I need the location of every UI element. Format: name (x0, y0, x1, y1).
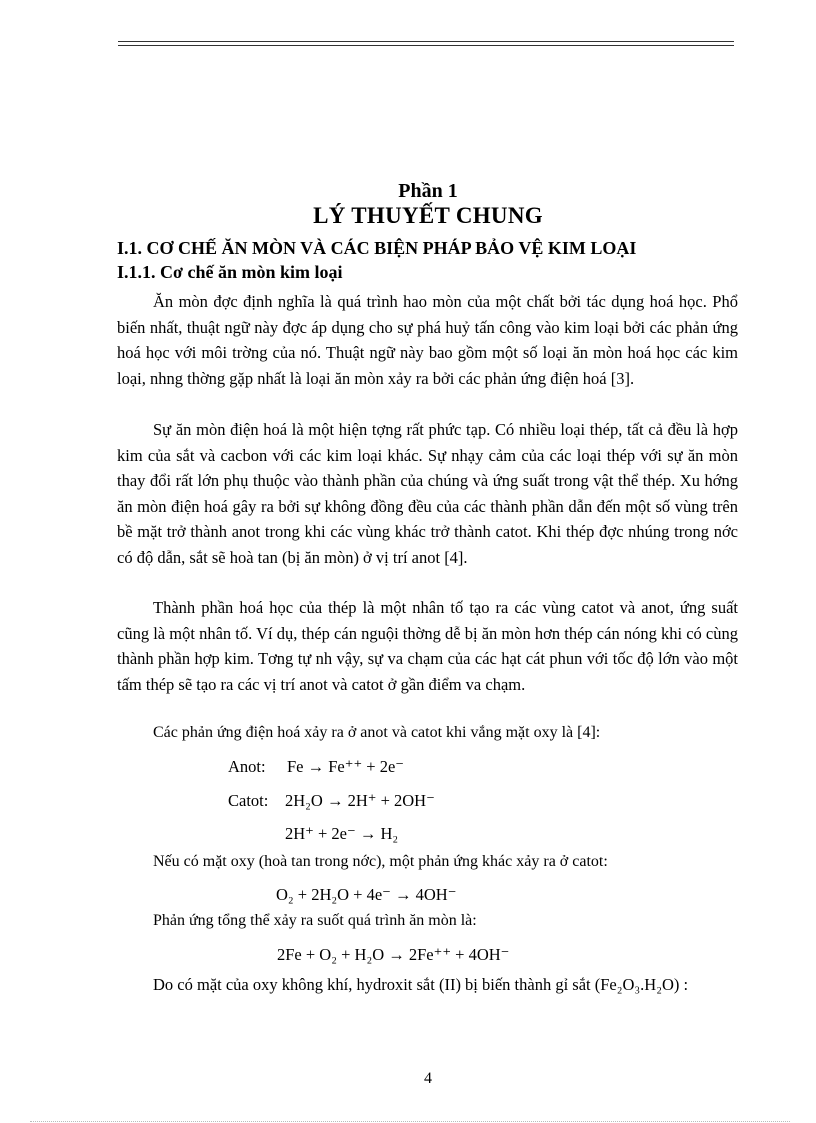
paragraph-7: Do có mặt của oxy không khí, hydroxit sắt (II) bị biến thành gỉ sắt (Fe₂O₃.H₂O) : (153, 975, 689, 994)
overall-equation: 2Fe + O₂ + H₂O → 2Fe⁺⁺ + 4OH⁻ (277, 945, 510, 964)
subsection-heading: I.1.1. Cơ chế ăn mòn kim loại (117, 262, 343, 282)
paragraph-2: Sự ăn mòn điện hoá là một hiện tợng rất phức tạp. Có nhiều loại thép, tất cả đều là hợp kim của sắt và cacbon với các kim loại khác. Sự nhạy cảm của các loại thép với sự ăn mòn thay đổi rất lớn phụ thuộc vào thành phần của chúng và ứng suất trong vật thể thép. Xu hớng ăn mòn điện hoá gây ra bởi sự không đồng đều của các thành phần dẫn đến một số vùng trên bề mặt trở thành anot trong khi các vùng khác trở thành catot. Khi thép đợc nhúng trong nớc có độ dẫn, sắt sẽ hoà tan (bị ăn mòn) ở vị trí anot [4]. (117, 420, 738, 567)
paragraph-6: Phản ứng tổng thể xảy ra suốt quá trình ăn mòn là: (153, 912, 477, 929)
cathode-equation-2: 2H⁺ + 2e⁻ → H₂ (285, 824, 399, 843)
paragraph-4: Các phản ứng điện hoá xảy ra ở anot và catot khi vắng mặt oxy là [4]: (153, 724, 601, 741)
part-label: Phần 1 (398, 180, 458, 202)
paragraph-5: Nếu có mặt oxy (hoà tan trong nớc), một phản ứng khác xảy ra ở catot: (153, 853, 608, 870)
paragraph-3: Thành phần hoá học của thép là một nhân tố tạo ra các vùng catot và anot, ứng suất cũng là một nhân tố. Ví dụ, thép cán nguội thờng dễ bị ăn mòn hơn thép cán nóng khi có cùng thành phần hợp kim. Tơng tự nh vậy, sự va chạm của các hạt cát phun với tốc độ lớn vào một tấm thép sẽ tạo ra các vị trí anot và catot ở gần điểm va chạm. (117, 598, 738, 694)
header-rule (118, 41, 734, 46)
oxygen-equation: O₂ + 2H₂O + 4e⁻ → 4OH⁻ (276, 885, 457, 904)
anode-label: Anot: (228, 757, 266, 776)
paragraph-1: Ăn mòn đợc định nghĩa là quá trình hao mòn của một chất bởi tác dụng hoá học. Phổ biến nhất, thuật ngữ này đợc áp dụng cho sự phá huỷ tấn công vào kim loại bởi các phản ứng hoá học với môi trờng của nó. Thuật ngữ này bao gồm một số loại ăn mòn hoá học các kim loại, nhng thờng gặp nhất là loại ăn mòn xảy ra bởi các phản ứng điện hoá [3]. (117, 292, 738, 388)
cathode-label: Catot: (228, 791, 269, 810)
footer-rule (30, 1121, 790, 1122)
anode-equation: Fe → Fe⁺⁺ + 2e⁻ (287, 757, 405, 776)
cathode-equation-1: 2H₂O → 2H⁺ + 2OH⁻ (285, 791, 435, 810)
page-number: 4 (424, 1070, 432, 1087)
section-heading: I.1. CƠ CHẾ ĂN MÒN VÀ CÁC BIỆN PHÁP BẢO VỆ KIM LOẠI (117, 238, 637, 258)
main-title: LÝ THUYẾT CHUNG (313, 203, 543, 228)
